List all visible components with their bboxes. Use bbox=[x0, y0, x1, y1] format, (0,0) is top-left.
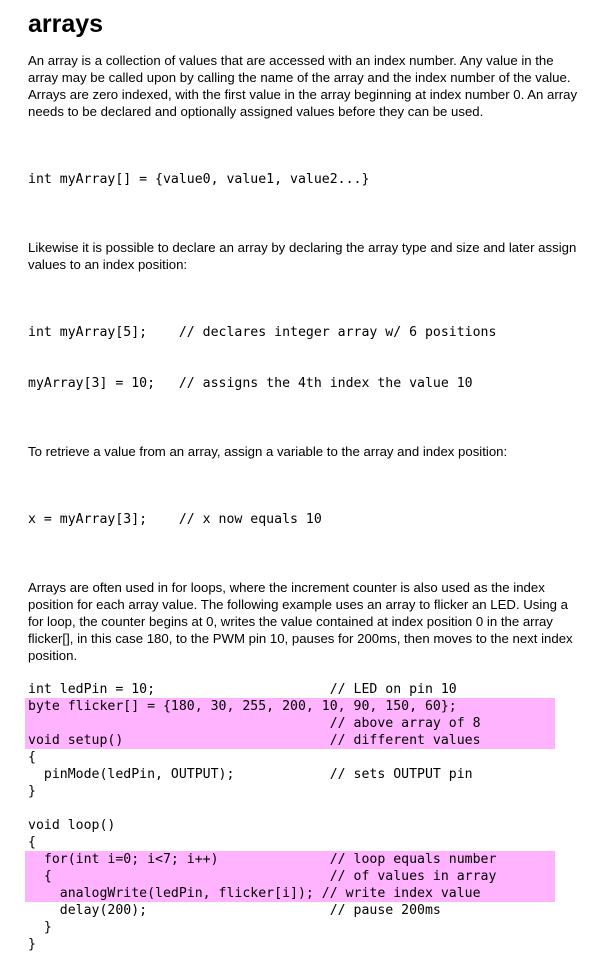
code-line: myArray[3] = 10; // assigns the 4th index the value 10 bbox=[28, 376, 473, 391]
document-page bbox=[28, 8, 584, 953]
highlighted-code-line: analogWrite(ledPin, flicker[i]); // write index value bbox=[25, 885, 555, 902]
code-line: } bbox=[28, 784, 36, 799]
code-line: void loop() bbox=[28, 818, 116, 833]
highlighted-code-line: // above array of 8 bbox=[25, 715, 555, 732]
highlighted-code-line: for(int i=0; i<7; i++) // loop equals number bbox=[25, 851, 555, 868]
retrieve-paragraph: To retrieve a value from an array, assign a variable to the array and index position: bbox=[28, 444, 508, 459]
page-title: arrays bbox=[28, 10, 104, 38]
highlighted-code-line: void setup() // different values bbox=[25, 732, 555, 749]
highlighted-code-line: { // of values in array bbox=[25, 868, 555, 885]
code-block-retrieve bbox=[28, 477, 584, 562]
code-line: int ledPin = 10; // LED on pin 10 bbox=[28, 682, 457, 697]
code-line: int myArray[] = {value0, value1, value2...} bbox=[28, 172, 370, 187]
loops-paragraph: Arrays are often used in for loops, where the increment counter is also used as the index position for each array value. The following example uses an array to flicker an LED. Using a for loop, the counter begins at 0, writes the value contained at index position 0 in the array flicker[], in this case 180, to the PWM pin 10, pauses for 200ms, then moves to the next index position. bbox=[28, 580, 573, 663]
code-line: { bbox=[28, 835, 36, 850]
code-line: } bbox=[28, 937, 36, 952]
code-line: { bbox=[28, 750, 36, 765]
intro-paragraph: An array is a collection of values that are accessed with an index number. Any value in the array may be called upon by calling the name of the array and the index number of the value. Arrays are zero indexed, with the first value in the array beginning at index number 0. An array needs to be declared and optionally assigned values before they can be used. bbox=[28, 53, 578, 119]
highlighted-code-line: byte flicker[] = {180, 30, 255, 200, 10, 90, 150, 60}; bbox=[25, 698, 555, 715]
code-line bbox=[28, 800, 584, 817]
code-block-flicker-example bbox=[28, 681, 584, 953]
code-line: } bbox=[28, 920, 52, 935]
code-line: int myArray[5]; // declares integer array w/ 6 positions bbox=[28, 325, 497, 340]
likewise-paragraph: Likewise it is possible to declare an array by declaring the array type and size and later assign values to an index position: bbox=[28, 240, 577, 272]
code-line: pinMode(ledPin, OUTPUT); // sets OUTPUT pin bbox=[28, 767, 473, 782]
code-line: x = myArray[3]; // x now equals 10 bbox=[28, 512, 322, 527]
code-block-declaration bbox=[28, 137, 584, 222]
code-block-size-declaration bbox=[28, 290, 584, 426]
code-line: delay(200); // pause 200ms bbox=[28, 903, 441, 918]
